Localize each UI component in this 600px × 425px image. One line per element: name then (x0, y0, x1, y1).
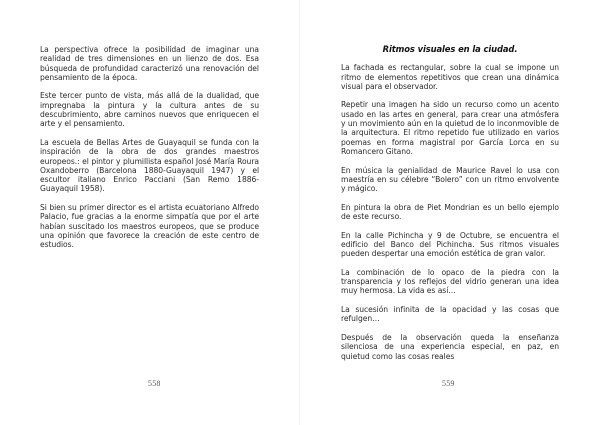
right-paragraph-1: La fachada es rectangular, sobre la cual se impone un ritmo de elementos repetitivos que crean una dinámica visual para el observador. (341, 63, 559, 91)
right-paragraph-3: En música la genialidad de Maurice Ravel lo usa con maestría en su célebre “Bolero” con un ritmo envolvente y mágico. (341, 165, 559, 194)
right-paragraph-8: Después de la observación queda la enseñanza silenciosa de una experiencia especial, en paz, en quietud como las cosas reales (341, 332, 559, 361)
right-page-number: 559 (442, 379, 455, 388)
right-paragraph-5: En la calle Pichincha y 9 de Octubre, se encuentra el edificio del Banco del Pichincha. Sus ritmos visuales pueden despertar una emoción estética de gran valor. (341, 230, 559, 259)
right-paragraph-6: La combinación de lo opaco de la piedra con la transparencia y los reflejos del vidrio generan una idea muy hermosa. La vida es así… (341, 267, 559, 296)
right-text-column (341, 45, 559, 370)
right-paragraph-4: En pintura la obra de Piet Mondrian es un bello ejemplo de este recurso. (341, 202, 559, 222)
left-page-number: 558 (148, 379, 161, 388)
left-paragraph-3: La escuela de Bellas Artes de Guayaquil se funda con la inspiración de la obra de dos grandes maestros europeos.: el pintor y plumillista español José María Roura Oxandoberro (Barcelona 1880-Guayaquil 1947) y el escultor italiano Enrico Pacciani (San Remo 1886- Guayaquil 1958). (40, 137, 259, 194)
right-paragraph-2: Repetir una imagen ha sido un recurso como un acento usado en las artes en general, para crear una atmósfera y un movimiento aún en la quietud de lo inconmovible de la arquitectura. El ritmo repetido fue utilizado en varios poemas en forma magistral por García Lorca en su Romancero Gitano. (341, 100, 559, 156)
left-paragraph-1: La perspectiva ofrece la posibilidad de imaginar una realidad de tres dimensiones en un lienzo de dos. Esa búsqueda de profundidad caracterizó una renovación del pensamiento de la época. (40, 45, 259, 82)
left-text-column (40, 45, 259, 259)
right-paragraph-7: La sucesión infinita de la opacidad y las cosas que refulgen… (341, 305, 559, 324)
left-paragraph-2: Este tercer punto de vista, más allá de la dualidad, que impregnaba la pintura y la cultura antes de su descubrimiento, abre caminos nuevos que enriquecen el arte y el pensamiento. (40, 91, 259, 129)
left-paragraph-4: Si bien su primer director es el artista ecuatoriano Alfredo Palacio, fue gracias a la enorme simpatía que por el arte habían suscitado los maestros europeos, que se produce una opinión que favorece la creación de este centro de estudios. (40, 203, 259, 250)
section-heading: Ritmos visuales en la ciudad. (382, 44, 518, 54)
right-page (300, 0, 600, 425)
